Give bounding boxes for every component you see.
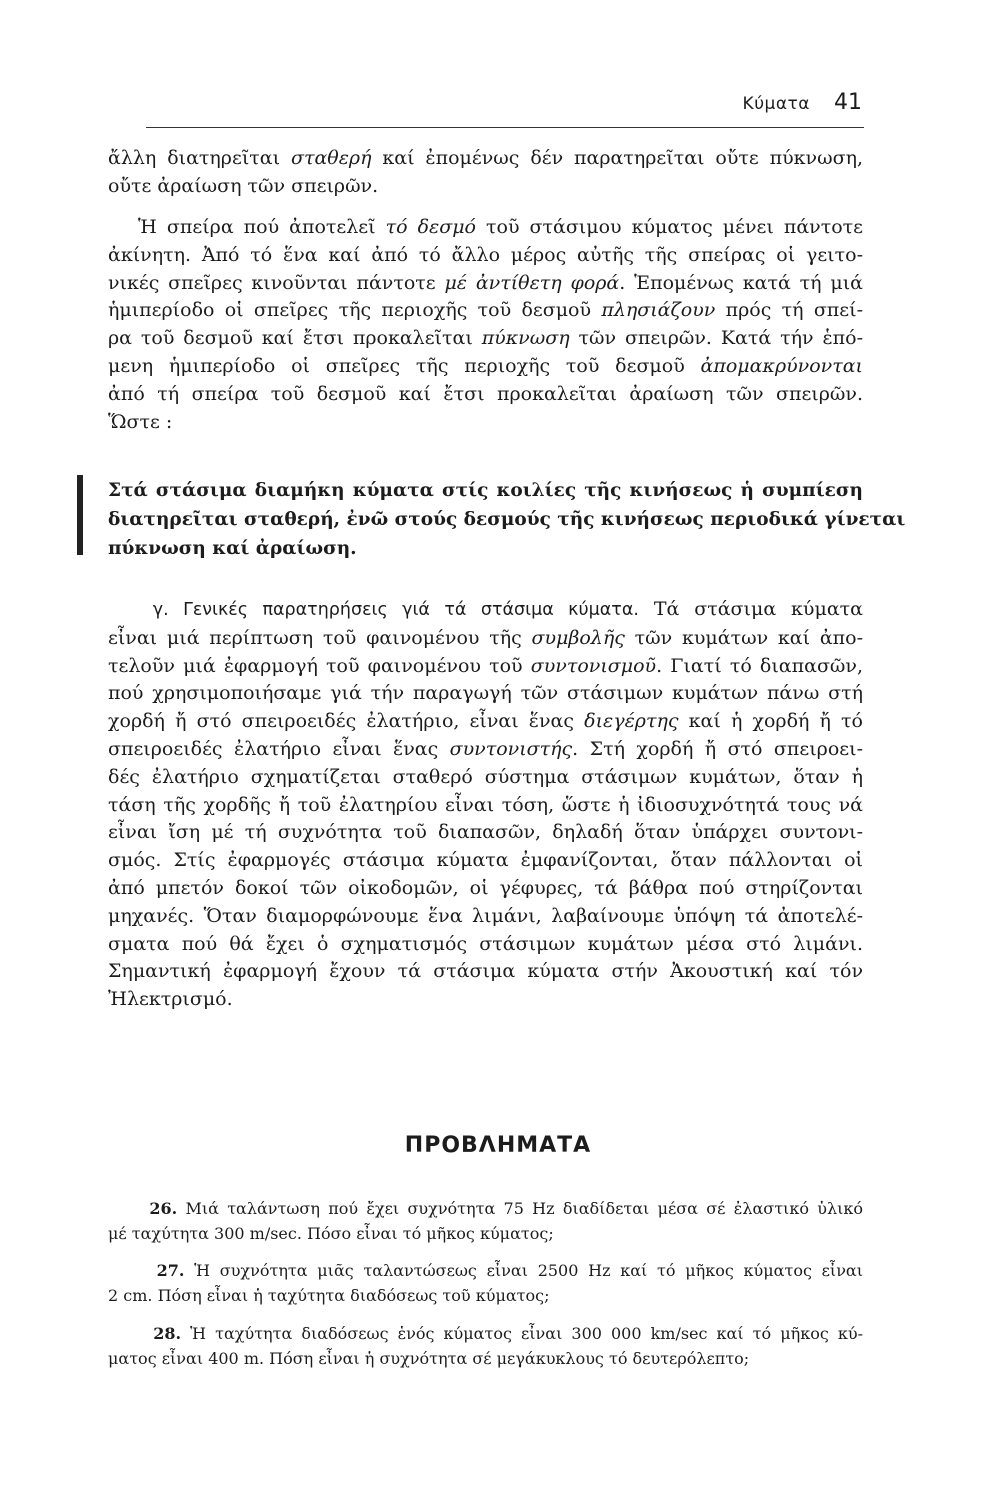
- text-line: μέ ταχύτητα 300 m/sec. Πόσο εἶναι τό μῆκος κύματος;: [108, 1224, 554, 1243]
- problem-number: 27.: [156, 1261, 185, 1280]
- text-line: εἶναι μιά περίπτωση τοῦ φαινομένου τῆς συμβολῆς τῶν κυμάτων καί ἀπο-: [108, 626, 863, 649]
- text-line: μηχανές. Ὅταν διαμορφώνουμε ἕνα λιμάνι, λαβαίνουμε ὑπόψη τά ἀποτελέ-: [108, 904, 863, 927]
- subsection-heading: γ. Γενικές παρατηρήσεις γιά τά στάσιμα κύματα.: [152, 600, 639, 620]
- problem-27: [108, 1258, 863, 1308]
- text-line: 28. Ἡ ταχύτητα διαδόσεως ἑνός κύματος εἶναι 300 000 km/sec καί τό μῆκος κύ-: [153, 1324, 863, 1343]
- text-line: σμός. Στίς ἐφαρμογές στάσιμα κύματα ἐμφανίζονται, ὅταν πάλλονται οἱ: [108, 849, 863, 872]
- header-title: Κύματα: [742, 94, 810, 114]
- text-line: γ. Γενικές παρατηρήσεις γιά τά στάσιμα κύματα. Τά στάσιμα κύματα: [152, 598, 863, 620]
- problem-number: 26.: [149, 1199, 178, 1218]
- problem-26: [108, 1196, 863, 1246]
- running-header: [146, 92, 862, 124]
- paragraph-node: [108, 214, 863, 436]
- page-number: 41: [834, 90, 862, 115]
- text-line: τελοῦν μιά ἐφαρμογή τοῦ φαινομένου τοῦ συντονισμοῦ. Γιατί τό διαπασῶν,: [108, 654, 864, 677]
- text-line: 2 cm. Πόση εἶναι ἡ ταχύτητα διαδόσεως τοῦ κύματος;: [108, 1286, 550, 1305]
- problems-heading: ΠΡΟΒΛΗΜΑΤΑ: [404, 1133, 592, 1158]
- text-line: ἀπό τή σπείρα τοῦ δεσμοῦ καί ἔτσι προκαλεῖται ἀραίωση τῶν σπειρῶν.: [108, 382, 863, 405]
- problem-number: 28.: [153, 1324, 182, 1343]
- text-line: Ὥστε :: [108, 410, 173, 433]
- text-line: Ἠλεκτρισμό.: [108, 988, 233, 1011]
- text-line: νικές σπεῖρες κινοῦνται πάντοτε μέ ἀντίθετη φορά. Ἑπομένως κατά τή μιά: [108, 271, 863, 294]
- paragraph-continuation: [108, 145, 863, 201]
- text-line: Σημαντική ἐφαρμογή ἔχουν τά στάσιμα κύματα στήν Ἀκουστική καί τόν: [108, 960, 863, 983]
- text-line: ρα τοῦ δεσμοῦ καί ἔτσι προκαλεῖται πύκνωση τῶν σπειρῶν. Κατά τήν ἑπό-: [108, 327, 863, 350]
- text-line: Στά στάσιμα διαμήκη κύματα στίς κοιλίες τῆς κινήσεως ἡ συμπίεση: [108, 480, 863, 501]
- text-line: 27. Ἡ συχνότητα μιᾶς ταλαντώσεως εἶναι 2500 Hz καί τό μῆκος κύματος εἶναι: [156, 1261, 864, 1280]
- text-line: σματα πού θά ἔχει ὁ σχηματισμός στάσιμων κυμάτων μέσα στό λιμάνι.: [108, 932, 863, 955]
- text-line: Ἡ σπείρα πού ἀποτελεῖ τό δεσμό τοῦ στάσιμου κύματος μένει πάντοτε: [138, 216, 864, 238]
- key-statement: [108, 476, 906, 563]
- text-line: πού χρησιμοποιήσαμε γιά τήν παραγωγή τῶν στάσιμων κυμάτων πάνω στή: [108, 682, 863, 705]
- text-line: οὔτε ἀραίωση τῶν σπειρῶν.: [108, 174, 379, 197]
- text-line: ἄλλη διατηρεῖται σταθερή καί ἐπομένως δέν παρατηρεῖται οὔτε πύκνωση,: [108, 147, 863, 169]
- text-line: ἀκίνητη. Ἀπό τό ἕνα καί ἀπό τό ἄλλο μέρος αὐτῆς τῆς σπείρας οἱ γειτο-: [108, 243, 863, 266]
- text-line: δές ἐλατήριο σχηματίζεται σταθερό σύστημα στάσιμων κυμάτων, ὅταν ἡ: [108, 765, 863, 788]
- text-line: 26. Μιά ταλάντωση πού ἔχει συχνότητα 75 Hz διαδίδεται μέσα σέ ἐλαστικό ὑλικό: [149, 1199, 863, 1218]
- text-line: ἡμιπερίοδο οἱ σπεῖρες τῆς περιοχῆς τοῦ δεσμοῦ πλησιάζουν πρός τή σπεί-: [108, 299, 863, 322]
- highlight-bar: [77, 475, 83, 555]
- text-line: διατηρεῖται σταθερή, ἐνῶ στούς δεσμούς τῆς κινήσεως περιοδικά γίνεται: [108, 509, 906, 530]
- paragraph-general-remarks: [108, 596, 863, 1014]
- text-line: εἶναι ἴση μέ τή συχνότητα τοῦ διαπασῶν, δηλαδή ὅταν ὑπάρχει συντονι-: [108, 821, 863, 844]
- text-line: ἀπό μπετόν δοκοί τῶν οἰκοδομῶν, οἱ γέφυρες, τά βάθρα πού στηρίζονται: [108, 876, 863, 899]
- problem-28: [108, 1321, 863, 1371]
- text-line: σπειροειδές ἐλατήριο εἶναι ἕνας συντονιστής. Στή χορδή ἤ στό σπειροει-: [108, 737, 863, 760]
- text-line: χορδή ἤ στό σπειροειδές ἐλατήριο, εἶναι ἕνας διεγέρτης καί ἡ χορδή ἤ τό: [108, 710, 863, 733]
- header-rule: [146, 127, 864, 128]
- text-line: πύκνωση καί ἀραίωση.: [108, 538, 357, 559]
- text-line: μενη ἡμιπερίοδο οἱ σπεῖρες τῆς περιοχῆς τοῦ δεσμοῦ ἀπομακρύνονται: [108, 354, 863, 377]
- text-line: ματος εἶναι 400 m. Πόση εἶναι ἡ συχνότητα σέ μεγάκυκλους τό δευτερόλεπτο;: [108, 1349, 750, 1368]
- text-line: τάση τῆς χορδῆς ἤ τοῦ ἐλατηρίου εἶναι τόση, ὥστε ἡ ἰδιοσυχνότητά τους νά: [108, 793, 863, 816]
